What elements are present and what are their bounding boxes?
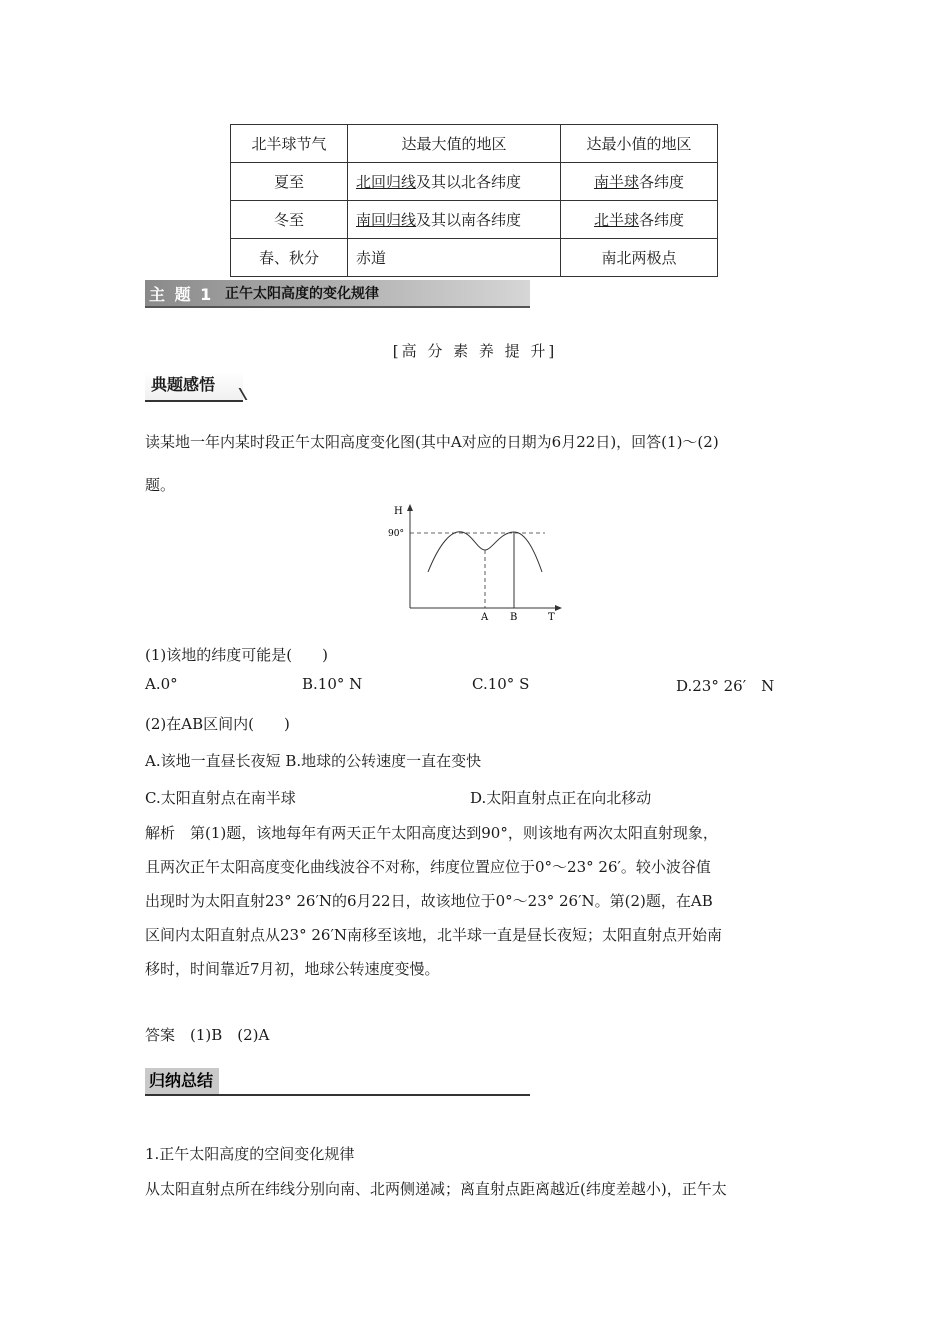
table-cell-term: 冬至 [231,201,348,239]
table-cell-max [348,239,561,277]
x-tick-label-b: B [510,612,518,623]
y-axis-arrow-icon [407,504,413,511]
underlined-term: 北回归线 [356,173,417,191]
table-cell-term: 春、秋分 [231,239,348,277]
analysis-line: 出现时为太阳直射23° 26′N的6月22日，故该地位于0°～23° 26′N。第(2)题，在AB [145,892,713,910]
cell-text: 各纬度 [639,211,685,229]
x-tick-label-a: A [481,612,489,623]
summary-banner [145,1068,530,1096]
underlined-term: 南回归线 [356,211,417,229]
table-cell-min [561,163,718,201]
summary-1-text: 从太阳直射点所在纬线分别向南、北两侧递减；离直射点距离越近(纬度差越小)，正午太 [145,1180,727,1198]
table-row [231,201,718,239]
example-tag: 典题感悟 [145,372,243,402]
topic-number: 主 题 1 [149,284,214,304]
analysis-block [145,816,815,986]
table-cell-min [561,239,718,277]
cell-text: 及其以南各纬度 [416,211,522,229]
cell-text: 赤道 [356,249,387,267]
section-subtitle: [高 分 素 养 提 升] [392,342,558,360]
y-tick-label: 90° [388,529,404,539]
question-intro: 读某地一年内某时段正午太阳高度变化图(其中A对应的日期为6月22日)，回答(1)～(2) [145,433,719,451]
table-header-cell: 达最小值的地区 [561,125,718,163]
q1-option-c: C.10° S [472,675,530,693]
analysis-line: 移时，时间靠近7月初，地球公转速度变慢。 [145,960,440,978]
table-header-row [231,125,718,163]
summary-tag: 归纳总结 [145,1068,219,1094]
cell-text: 各纬度 [639,173,685,191]
table-cell-max [348,201,561,239]
q2-options-ab: A.该地一直昼长夜短 B.地球的公转速度一直在变快 [145,752,482,770]
cell-text: 南北两极点 [601,249,677,267]
table-row [231,163,718,201]
cell-text: 及其以北各纬度 [416,173,522,191]
q1-option-d: D.23° 26′ N [676,677,775,695]
question-1-stem: (1)该地的纬度可能是( ) [145,646,328,664]
table-cell-term: 夏至 [231,163,348,201]
x-axis-label: T [548,612,555,623]
solar-height-chart [380,502,570,624]
question-intro-cont: 题。 [145,476,176,494]
topic-title: 正午太阳高度的变化规律 [225,286,379,302]
answer-line: 答案 (1)B (2)A [145,1026,270,1044]
y-axis-label: H [394,506,403,517]
table-header-cell: 北半球节气 [231,125,348,163]
summary-1-title: 1.正午太阳高度的空间变化规律 [145,1145,355,1163]
x-axis-arrow-icon [555,605,562,611]
table-cell-min [561,201,718,239]
table-cell-max [348,163,561,201]
underlined-term: 南半球 [593,173,639,191]
q2-option-c: C.太阳直射点在南半球 [145,789,296,807]
table-row [231,239,718,277]
analysis-line: 解析 第(1)题，该地每年有两天正午太阳高度达到90°，则该地有两次太阳直射现象， [145,824,718,842]
solar-height-table [230,124,718,277]
question-2-stem: (2)在AB区间内( ) [145,715,290,733]
analysis-line: 且两次正午太阳高度变化曲线波谷不对称，纬度位置应位于0°～23° 26′。较小波谷值 [145,858,711,876]
q2-option-d: D.太阳直射点正在向北移动 [470,789,652,807]
topic-banner [145,280,530,308]
analysis-line: 区间内太阳直射点从23° 26′N南移至该地，北半球一直是昼长夜短；太阳直射点开始南 [145,926,722,944]
q1-option-b: B.10° N [302,675,363,693]
underlined-term: 北半球 [593,211,639,229]
q1-option-a: A.0° [145,675,178,693]
table-header-cell: 达最大值的地区 [348,125,561,163]
